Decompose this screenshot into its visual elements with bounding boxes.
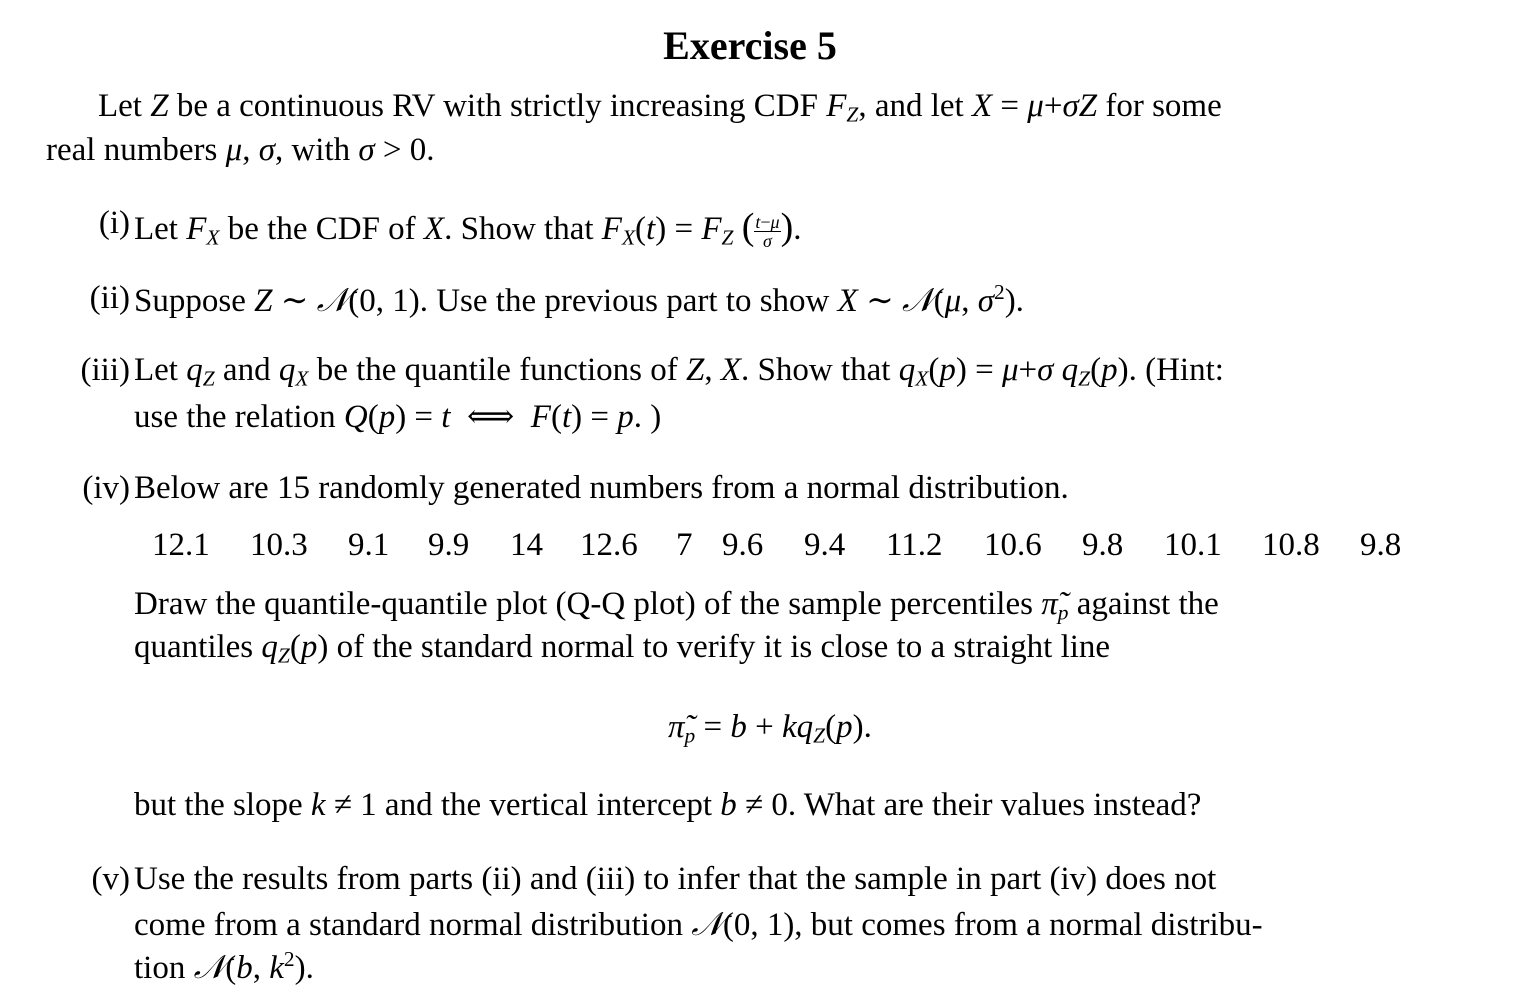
part-i-label: (i) — [98, 205, 130, 241]
intro-line-1: Let Z be a continuous RV with strictly increasing CDF $F_Z$, and let X = μ+σZ for some — [98, 88, 1222, 127]
sample-number: 12.6 — [580, 527, 638, 563]
part-iv-line-3: quantiles $q_Z(p)$ of the standard normal to verify it is close to a straight line — [134, 629, 1111, 668]
sample-number: 9.6 — [722, 527, 764, 563]
part-iv-line-4: but the slope k ≠ 1 and the vertical intercept b ≠ 0. What are their values instead? — [134, 787, 1202, 823]
part-iv-line-1: Below are 15 randomly generated numbers from a normal distribution. — [134, 470, 1069, 506]
intro-line-2: real numbers μ, σ, with σ > 0. — [46, 132, 435, 168]
sample-number: 7 — [676, 527, 693, 563]
part-v-line-2: come from a standard normal distribution 𝒩(0, 1), but comes from a normal distribu- — [134, 904, 1263, 943]
qq-equation: $\pĩ_p = b + kq_Z(p)$. — [668, 709, 872, 748]
part-iii-line-2: use the relation Q(p) = t ⟺ F(t) = p. ) — [134, 399, 662, 435]
part-i-text: Let $F_X$ be the CDF of X. Show that $F_X(t) = F_Z$ ( $\frac{t-\mu}{\sigma}$ ). — [134, 206, 802, 251]
sample-number: 10.3 — [250, 527, 308, 563]
exercise-title: Exercise 5 — [663, 23, 837, 68]
sample-number: 10.6 — [984, 527, 1042, 563]
part-iii-line-1: Let $q_Z$ and $q_X$ be the quantile functions of Z, X. Show that $q_X(p) = \mu+\sigma$ $q_Z(p)$. (Hint: — [134, 352, 1224, 391]
sample-number: 9.9 — [428, 527, 470, 563]
sample-number: 12.1 — [152, 527, 210, 563]
part-iv-line-2: Draw the quantile-quantile plot (Q-Q plot) of the sample percentiles $\pĩ_p$ against the — [134, 586, 1219, 625]
sample-number: 11.2 — [886, 527, 943, 563]
sample-number: 14 — [510, 527, 543, 563]
part-iii-label: (iii) — [80, 352, 130, 388]
sample-number: 10.1 — [1164, 527, 1222, 563]
sample-numbers — [152, 527, 1401, 564]
sample-number: 9.8 — [1360, 527, 1402, 563]
part-ii-text: Suppose Z ∼ 𝒩(0, 1). Use the previous part to show X ∼ 𝒩(μ, $\sigma^2$). — [134, 280, 1024, 319]
sample-number: 9.8 — [1082, 527, 1124, 563]
part-iv-label: (iv) — [82, 470, 130, 506]
part-v-line-3: tion 𝒩(b, $k^2$). — [134, 947, 314, 986]
sample-number: 10.8 — [1262, 527, 1320, 563]
part-v-label: (v) — [91, 861, 130, 897]
sample-number: 9.1 — [348, 527, 390, 563]
part-ii-label: (ii) — [89, 280, 130, 316]
sample-number: 9.4 — [804, 527, 846, 563]
part-v-line-1: Use the results from parts (ii) and (iii) to infer that the sample in part (iv) does not — [134, 861, 1217, 897]
